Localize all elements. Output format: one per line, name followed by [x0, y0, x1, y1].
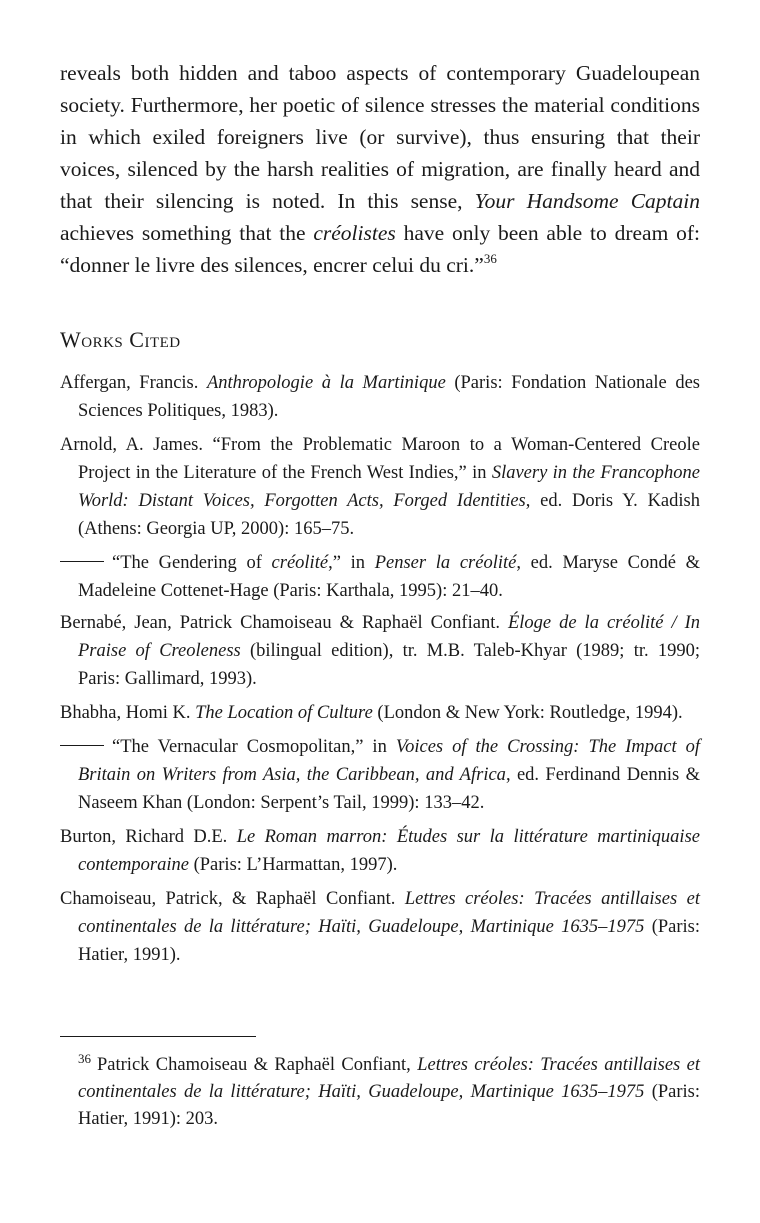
footnote	[60, 1052, 700, 1133]
entry-text: , ed. Ferdinand Dennis & Naseem Khan (London: Serpent’s Tail, 1999): 133–42.	[78, 765, 700, 813]
entry-term: créolité	[271, 553, 329, 573]
entry-title: Anthropologie à la Martinique	[206, 373, 446, 393]
entry-text: (bilingual edition), tr. M.B. Taleb-Khyar (1989; tr. 1990; Paris: Gallimard, 1993).	[78, 641, 700, 689]
entry-title: Slavery in the Francophone World: Distant Voices, Forgotten Acts, Forged Identities	[78, 463, 700, 511]
paragraph-text: have only been able to dream of: “donner le livre des silences, encrer celui du cri.”	[60, 221, 700, 277]
footnote-number: 36	[78, 1051, 91, 1066]
entry-text: Chamoiseau, Patrick, & Raphaël Confiant.	[60, 889, 405, 909]
body-paragraph	[60, 57, 700, 281]
footnote-text: (Paris: Hatier, 1991): 203.	[78, 1082, 700, 1129]
bibliography-list	[60, 369, 700, 975]
entry-title: Lettres créoles: Tracées antillaises et continentales de la littérature; Haïti, Guadeloupe, Martinique 1635–1975	[78, 889, 700, 937]
entry-title: Éloge de la créolité / In Praise of Creoleness	[78, 613, 700, 661]
bibliography-entry	[60, 369, 700, 425]
bibliography-entry	[60, 699, 700, 727]
footnote-reference: 36	[483, 251, 497, 266]
bibliography-entry	[60, 431, 700, 543]
entry-text: Bernabé, Jean, Patrick Chamoiseau & Raphaël Confiant.	[60, 613, 508, 633]
footnote-title: Lettres créoles: Tracées antillaises et continentales de la littérature; Haïti, Guadeloupe, Martinique 1635–1975	[78, 1055, 700, 1102]
ditto-dash	[60, 745, 104, 746]
entry-text: “The Gendering of	[112, 553, 272, 573]
footnote-text: Patrick Chamoiseau & Raphaël Confiant,	[97, 1055, 418, 1075]
entry-title: Le Roman marron: Études sur la littérature martiniquaise contemporaine	[78, 827, 700, 875]
paragraph-text: reveals both hidden and taboo aspects of contemporary Guadeloupean society. Furthermore, her poetic of silence stresses the material conditions in which exiled foreigners live (or survive), thus ensuring that their voices, silenced by the harsh realities of migration, are finally heard and that their silencing is noted. In this sense,	[60, 61, 700, 213]
entry-text: (Paris: Fondation Nationale des Sciences Politiques, 1983).	[78, 373, 700, 421]
ditto-dash	[60, 561, 104, 562]
bibliography-entry	[60, 733, 700, 817]
entry-text: Arnold, A. James. “From the Problematic Maroon to a Woman-Centered Creole Project in the Literature of the French West Indies,” in	[60, 435, 700, 483]
entry-text: (Paris: L’Harmattan, 1997).	[188, 855, 398, 875]
bibliography-entry	[60, 549, 700, 605]
entry-title: Voices of the Crossing: The Impact of Britain on Writers from Asia, the Caribbean, and Africa	[78, 737, 700, 785]
entry-text: Bhabha, Homi K.	[60, 703, 196, 723]
works-cited-heading: Works Cited	[60, 327, 181, 352]
entry-title: Penser la créolité	[374, 553, 517, 573]
entry-text: Affergan, Francis.	[60, 373, 207, 393]
entry-text: , ed. Doris Y. Kadish (Athens: Georgia UP, 2000): 165–75.	[78, 491, 700, 539]
bibliography-entry	[60, 823, 700, 879]
bibliography-entry	[60, 609, 700, 693]
entry-text: Burton, Richard D.E.	[60, 827, 237, 847]
bibliography-entry	[60, 885, 700, 969]
term-italic: créolistes	[313, 221, 396, 245]
title-italic: Your Handsome Captain	[474, 189, 700, 213]
entry-title: The Location of Culture	[195, 703, 373, 723]
entry-text: (London & New York: Routledge, 1994).	[372, 703, 683, 723]
entry-text: (Paris: Hatier, 1991).	[78, 917, 700, 965]
entry-text: ,” in	[328, 553, 375, 573]
entry-text: , ed. Maryse Condé & Madeleine Cottenet-Hage (Paris: Karthala, 1995): 21–40.	[78, 553, 701, 601]
entry-text: “The Vernacular Cosmopolitan,” in	[112, 737, 396, 757]
footnote-rule	[60, 1036, 256, 1037]
paragraph-text: achieves something that the	[60, 221, 314, 245]
